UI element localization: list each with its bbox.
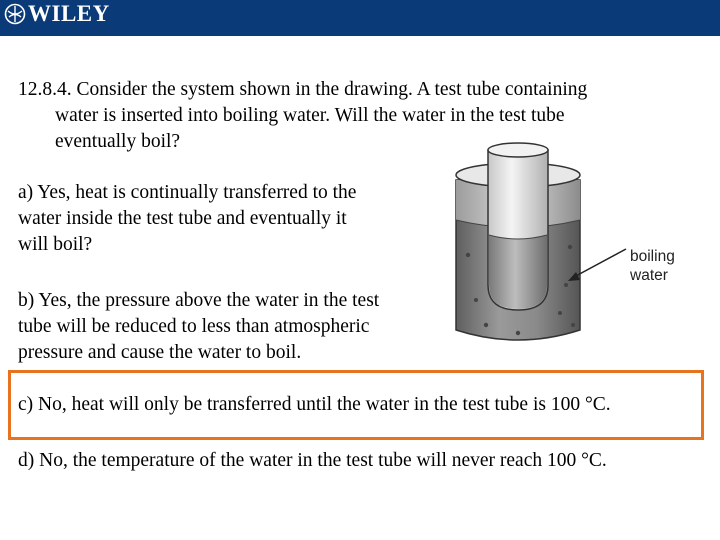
question-line-2: water is inserted into boiling water. Will the water in the test tube [55,105,565,126]
boiling-water-label [630,247,675,285]
wiley-logo-text: WILEY [28,1,110,26]
option-a-line-2: water inside the test tube and eventually it [18,208,347,229]
option-b-line-2: tube will be reduced to less than atmospheric [18,316,370,337]
test-tube-rim [488,143,548,157]
question-line-3: eventually boil? [55,131,181,152]
wiley-logo [4,2,110,26]
option-a-line-1: a) Yes, heat is continually transferred to the [18,182,357,203]
option-a-line-3: will boil? [18,234,93,255]
test-tube-diagram [448,135,698,355]
test-tube-water [489,235,547,309]
label-line-1: boiling [630,248,675,265]
option-b[interactable] [18,288,448,366]
wiley-emblem-icon [4,3,26,25]
option-b-line-3: pressure and cause the water to boil. [18,342,302,363]
pointer-arrow [574,249,626,277]
option-b-line-1: b) Yes, the pressure above the water in the test [18,290,380,311]
header-banner [0,0,720,36]
question-line-1: 12.8.4. Consider the system shown in the drawing. A test tube containing [18,79,588,100]
option-d[interactable]: d) No, the temperature of the water in the test tube will never reach 100 °C. [18,450,607,471]
option-c[interactable]: c) No, heat will only be transferred until the water in the test tube is 100 °C. [18,394,611,415]
label-line-2: water [630,267,668,284]
option-a[interactable] [18,180,438,258]
